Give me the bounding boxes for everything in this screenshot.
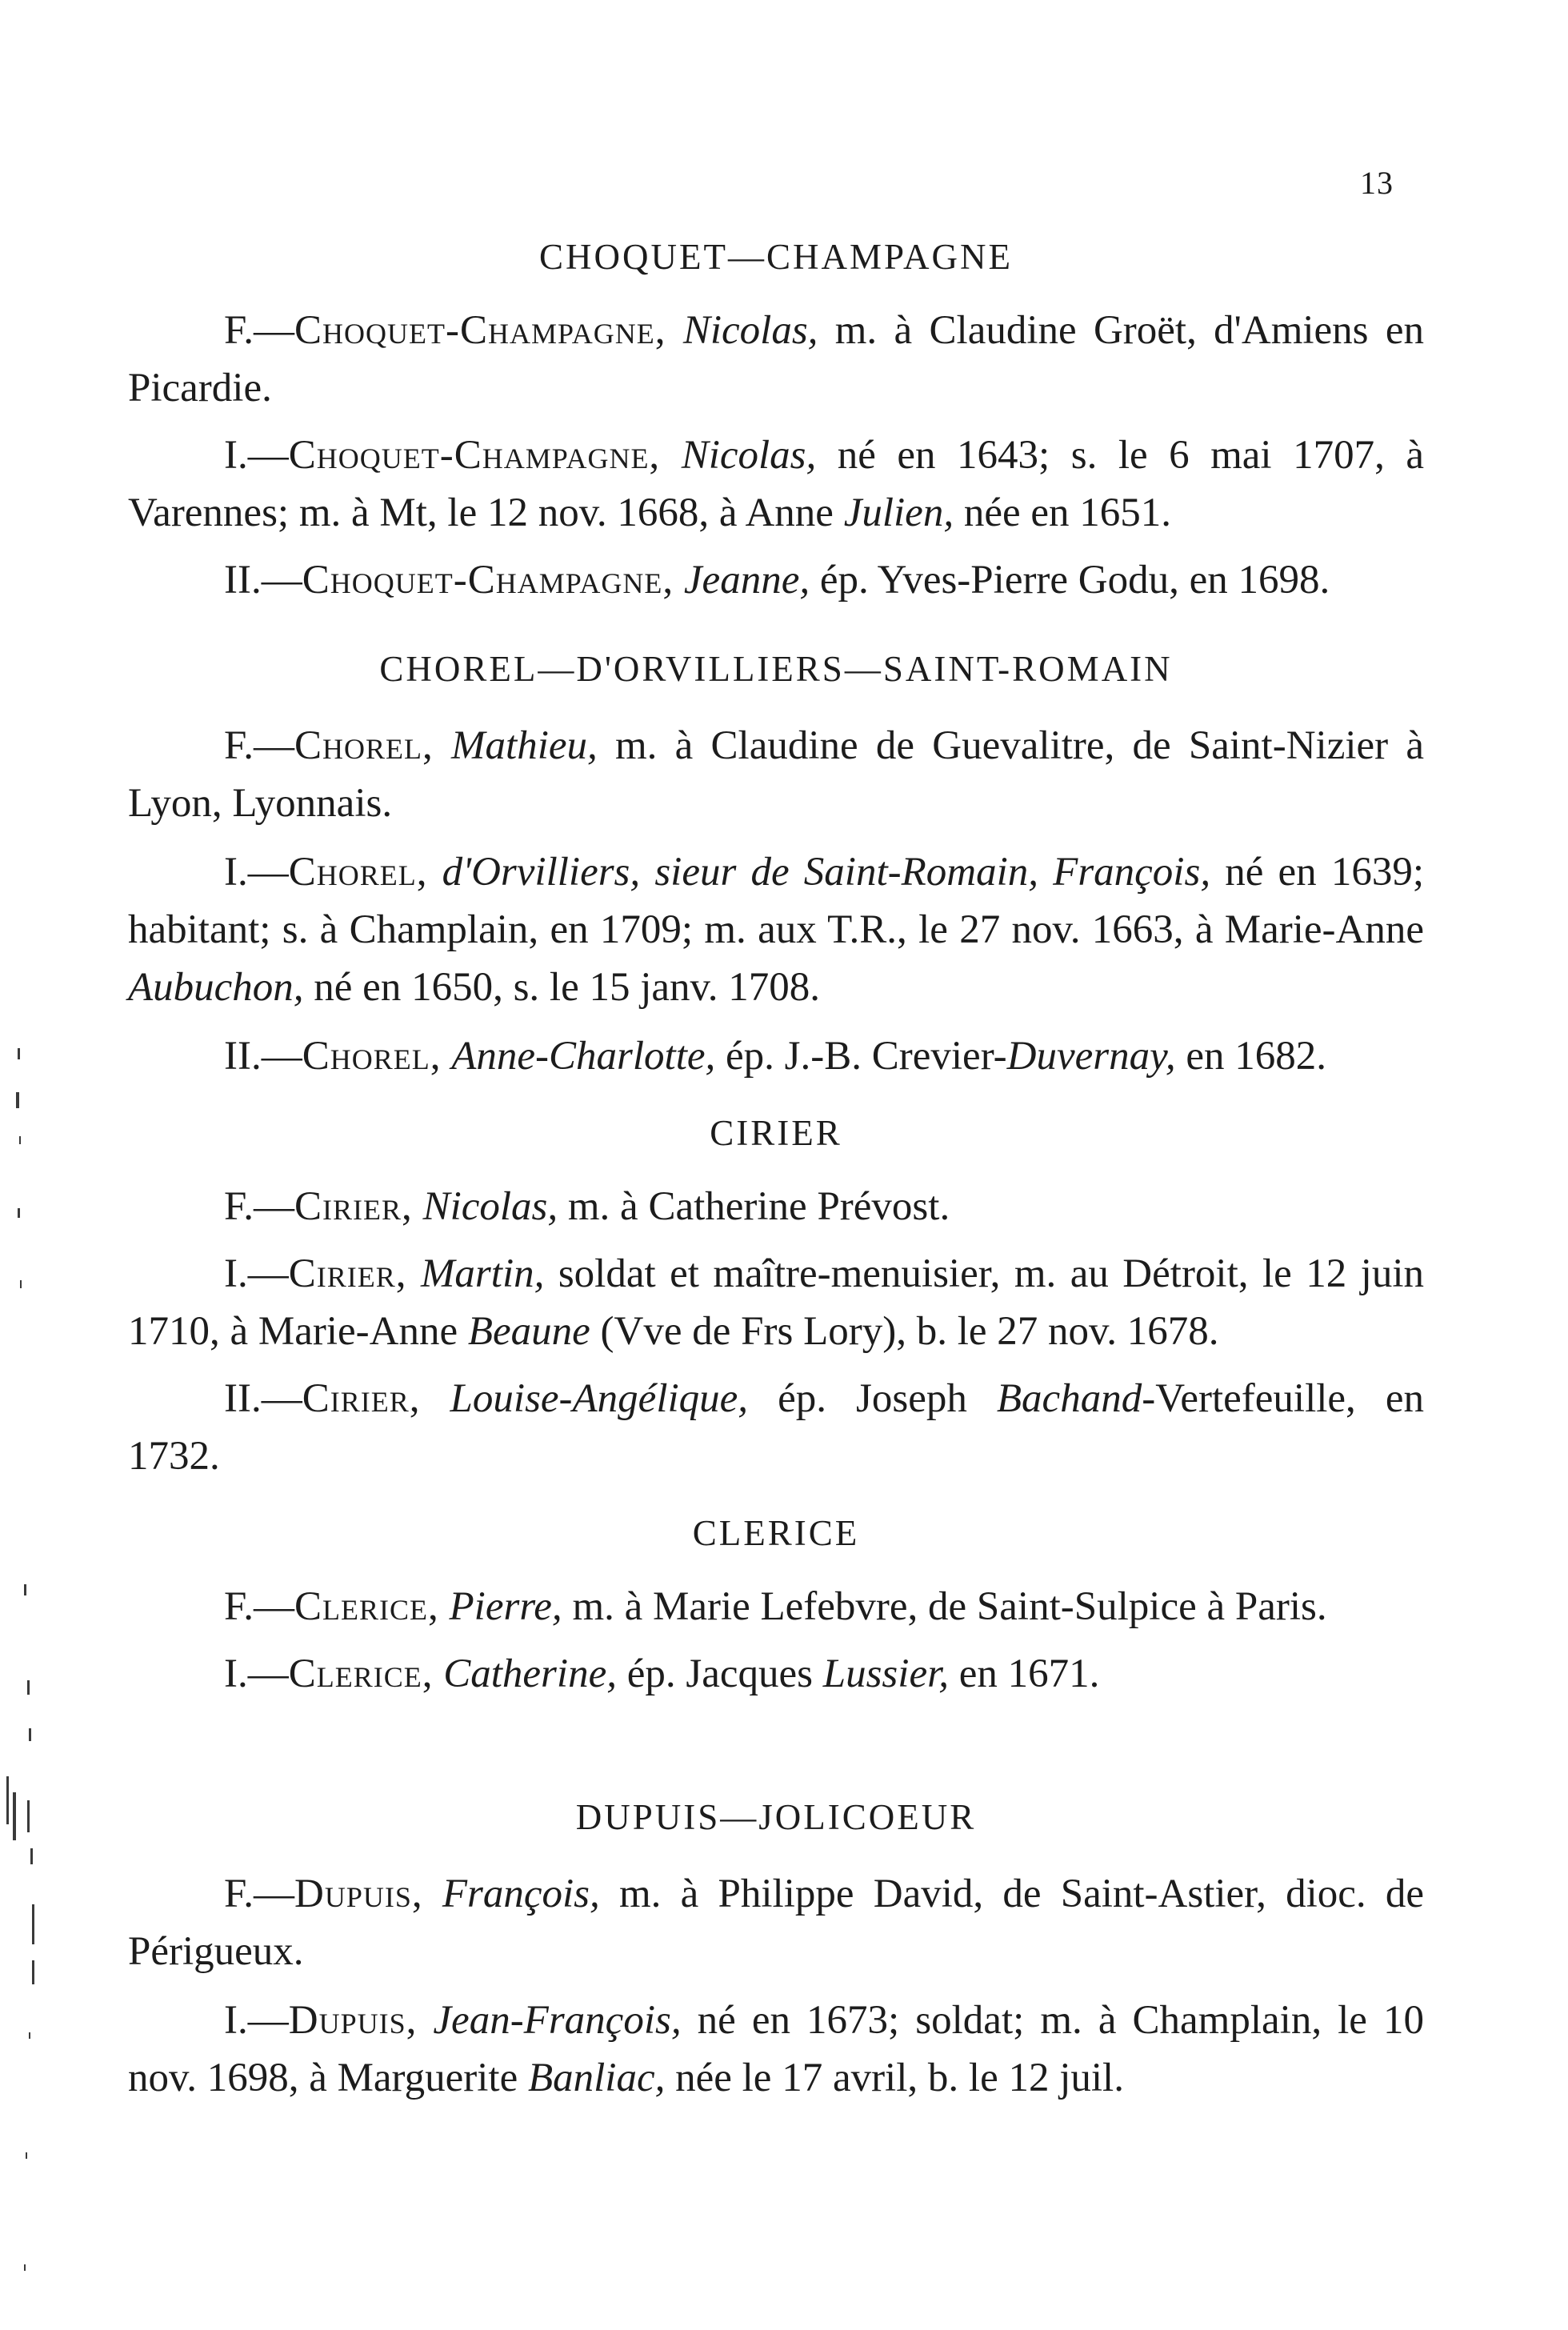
genealogy-entry: F.—Dupuis, François, m. à Philippe David, de Saint-Astier, dioc. de Périgueux.	[128, 1872, 1425, 1974]
genealogy-entry: F.—Chorel, Mathieu, m. à Claudine de Guevalitre, de Saint-Nizier à Lyon, Lyonnais.	[128, 723, 1425, 826]
genealogy-entry: F.—Cirier, Nicolas, m. à Catherine Prévost.	[224, 1184, 950, 1229]
genealogy-entry: I.—Clerice, Catherine, ép. Jacques Lussier, en 1671.	[224, 1651, 1100, 1696]
genealogy-entry: F.—Choquet-Champagne, Nicolas, m. à Claudine Groët, d'Amiens en Picardie.	[128, 308, 1425, 410]
genealogy-entry: I.—Dupuis, Jean-François, né en 1673; soldat; m. à Champlain, le 10 nov. 1698, à Marguerite Banliac, née le 17 avril, b. le 12 juil.	[128, 1998, 1425, 2100]
genealogy-entry: I.—Chorel, d'Orvilliers, sieur de Saint-Romain, François, né en 1639; habitant; s. à Champlain, en 1709; m. aux T.R., le 27 nov. 1663, à Marie-Anne Aubuchon, né en 1650, s. le 15 janv. 1708.	[128, 850, 1425, 1010]
section-chorel	[128, 640, 1424, 1085]
genealogy-entry: F.—Clerice, Pierre, m. à Marie Lefebvre, de Saint-Sulpice à Paris.	[224, 1584, 1327, 1629]
section-heading: DUPUIS—JOLICOEUR	[575, 1797, 977, 1837]
section-heading: CIRIER	[710, 1113, 842, 1153]
section-heading: CHOQUET—CHAMPAGNE	[539, 237, 1013, 277]
section-choquet-champagne	[128, 228, 1424, 609]
section-heading: CHOREL—D'ORVILLIERS—SAINT-ROMAIN	[379, 649, 1173, 689]
page-number: 13	[1360, 165, 1394, 201]
genealogy-entry: I.—Choquet-Champagne, Nicolas, né en 1643; s. le 6 mai 1707, à Varennes; m. à Mt, le 12 nov. 1668, à Anne Julien, née en 1651.	[128, 433, 1424, 535]
section-heading: CLERICE	[692, 1513, 860, 1553]
section-dupuis-jolicoeur	[128, 1788, 1424, 2107]
genealogy-entry: I.—Cirier, Martin, soldat et maître-menuisier, m. au Détroit, le 12 juin 1710, à Marie-Anne Beaune (Vve de Frs Lory), b. le 27 nov. 1678.	[128, 1251, 1425, 1354]
genealogy-entry: II.—Chorel, Anne-Charlotte, ép. J.-B. Crevier-Duvernay, en 1682.	[224, 1034, 1327, 1079]
genealogy-entry: II.—Choquet-Champagne, Jeanne, ép. Yves-Pierre Godu, en 1698.	[224, 558, 1330, 603]
scan-margin-marks	[0, 0, 48, 2330]
genealogy-entry: II.—Cirier, Louise-Angélique, ép. Joseph Bachand-Vertefeuille, en 1732.	[128, 1376, 1424, 1479]
section-clerice	[128, 1504, 1424, 1703]
section-cirier	[128, 1104, 1424, 1485]
